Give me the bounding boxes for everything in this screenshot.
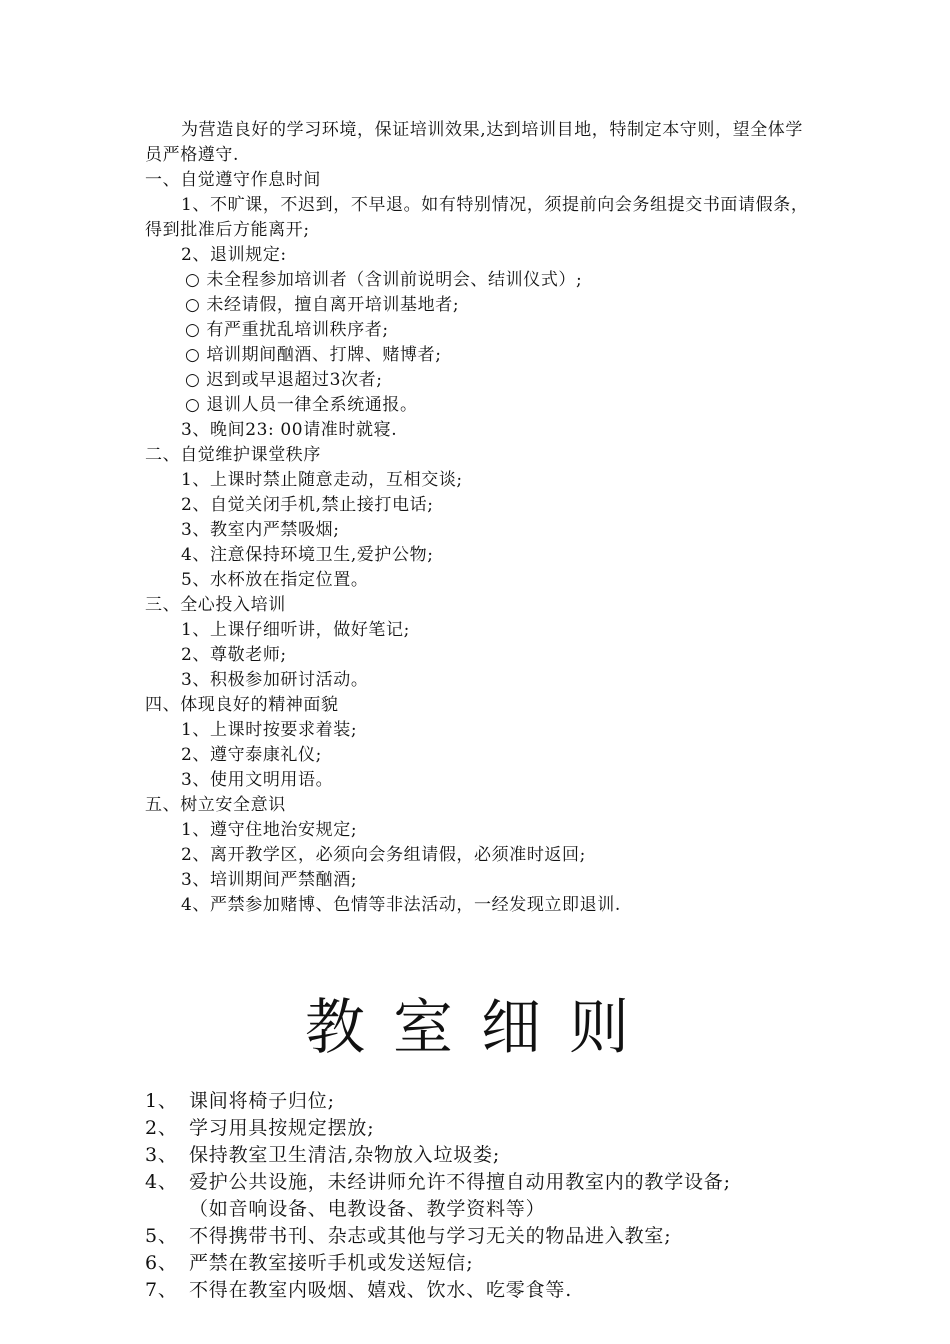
- item-number: 2、: [145, 1117, 178, 1139]
- rule-line: 4、严禁参加赌博、色情等非法活动，一经发现立即退训.: [181, 895, 621, 915]
- section-heading: 一、自觉遵守作息时间: [145, 170, 321, 190]
- item-text: 保持教室卫生清洁,杂物放入垃圾娄;: [189, 1144, 501, 1166]
- list-item: [145, 1277, 825, 1304]
- item-text: 不得在教室内吸烟、嬉戏、饮水、吃零食等.: [189, 1279, 573, 1301]
- list-item: [145, 1142, 825, 1169]
- rule-line: 2、自觉关闭手机,禁止接打电话;: [181, 495, 434, 515]
- item-number: 5、: [145, 1225, 178, 1247]
- intro-paragraph: 为营造良好的学习环境，保证培训效果,达到培训目地，特制定本守则，望全体学员严格遵守.: [145, 120, 804, 165]
- rule-line: 2、遵守泰康礼仪;: [181, 745, 322, 765]
- item-text: 爱护公共设施，未经讲师允许不得擅自动用教室内的教学设备;: [189, 1171, 731, 1193]
- rule-line: 5、水杯放在指定位置。: [181, 570, 369, 590]
- list-item: [145, 1169, 825, 1196]
- rule-line: 1、上课仔细听讲，做好笔记;: [181, 620, 410, 640]
- item-text: 严禁在教室接听手机或发送短信;: [189, 1252, 474, 1274]
- rule-line: 3、教室内严禁吸烟;: [181, 520, 340, 540]
- item-number: 7、: [145, 1279, 178, 1301]
- list-item: [145, 1250, 825, 1277]
- rule-line: 2、离开教学区，必须向会务组请假，必须准时返回;: [181, 845, 586, 865]
- rule-line: 3、积极参加研讨活动。: [181, 670, 369, 690]
- list-item: [145, 1223, 825, 1250]
- section-heading: 四、体现良好的精神面貌: [145, 695, 339, 715]
- list-item: [145, 1088, 825, 1115]
- item-text: 课间将椅子归位;: [189, 1090, 335, 1112]
- rule-bullet: ○ 培训期间酗酒、打牌、赌博者;: [185, 345, 442, 365]
- rule-line: 1、不旷课，不迟到，不早退。如有特别情况，须提前向会务组提交书面请假条，得到批准后方能离开;: [145, 195, 809, 240]
- rule-line: 1、上课时禁止随意走动，互相交谈;: [181, 470, 463, 490]
- rule-bullet: ○ 迟到或早退超过3次者;: [185, 370, 383, 390]
- rule-line: 3、使用文明用语。: [181, 770, 334, 790]
- item-text: 学习用具按规定摆放;: [189, 1117, 375, 1139]
- rule-bullet: ○ 退训人员一律全系统通报。: [185, 395, 418, 415]
- rule-bullet: ○ 未全程参加培训者（含训前说明会、结训仪式）;: [185, 270, 583, 290]
- item-continuation: （如音响设备、电教设备、教学资料等）: [189, 1198, 546, 1220]
- list-item: [145, 1115, 825, 1142]
- item-number: 1、: [145, 1090, 178, 1112]
- section-heading: 三、全心投入培训: [145, 595, 286, 615]
- section-heading: 五、树立安全意识: [145, 795, 286, 815]
- classroom-rules-list: [145, 1088, 825, 1304]
- item-text: 不得携带书刊、杂志或其他与学习无关的物品进入教室;: [189, 1225, 672, 1247]
- item-number: 3、: [145, 1144, 178, 1166]
- rule-line: 1、遵守住地治安规定;: [181, 820, 358, 840]
- training-rules: [145, 118, 815, 918]
- rule-bullet: ○ 有严重扰乱培训秩序者;: [185, 320, 389, 340]
- rule-line: 3、晚间23: 00请准时就寝.: [181, 420, 398, 440]
- rule-bullet: ○ 未经请假，擅自离开培训基地者;: [185, 295, 460, 315]
- rule-line: 2、尊敬老师;: [181, 645, 287, 665]
- rule-line: 1、上课时按要求着装;: [181, 720, 358, 740]
- rule-line: 2、退训规定:: [181, 245, 287, 265]
- rule-line: 4、注意保持环境卫生,爱护公物;: [181, 545, 434, 565]
- rule-line: 3、培训期间严禁酗酒;: [181, 870, 358, 890]
- item-number: 6、: [145, 1252, 178, 1274]
- classroom-rules-title: 教室细则: [305, 993, 657, 1063]
- item-number: 4、: [145, 1171, 178, 1193]
- section-heading: 二、自觉维护课堂秩序: [145, 445, 321, 465]
